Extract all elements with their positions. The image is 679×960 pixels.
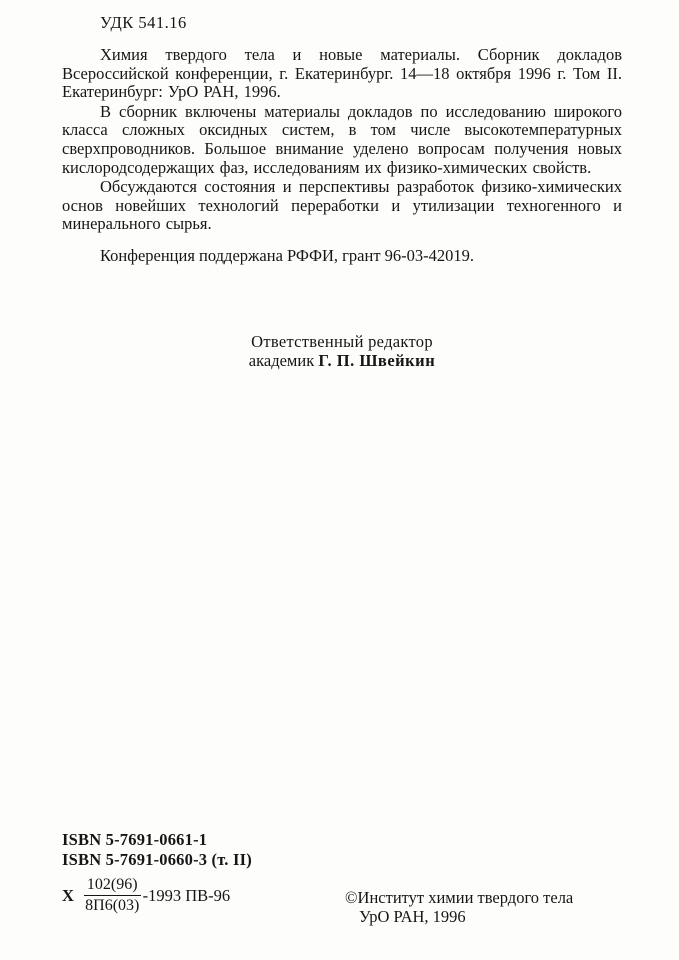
imprint-content [62, 13, 622, 370]
editor-person-name: Г. П. Швейкин [318, 350, 436, 370]
isbn-series-line: ISBN 5-7691-0660-3 (т. II) [62, 849, 252, 869]
editor-block [62, 332, 622, 370]
classification-code [62, 876, 230, 915]
editor-name [62, 351, 622, 370]
code-fraction-denominator: 8П6(03) [85, 897, 140, 914]
copyright-block [345, 888, 573, 926]
isbn-volume-line: ISBN 5-7691-0661-1 [62, 830, 208, 849]
grant-note: Конференция поддержана РФФИ, грант 96-03-42019. [100, 245, 475, 265]
imprint-footer [62, 830, 622, 960]
bibliographic-description: Химия твердого тела и новые материалы. Сборник докладов Всероссийской конференции, г. Екатеринбург. 14—18 октября 1996 г. Том II. Екатеринбург: УрО РАН, 1996. [62, 45, 622, 102]
isbn-block [62, 830, 252, 869]
code-fraction-numerator: 102(96) [84, 876, 141, 896]
copyright-year: УрО РАН, 1996 [359, 907, 466, 926]
abstract-paragraph-2: Обсуждаются состояния и перспективы разработок физико-химических основ новейших технологий переработки и утилизации техногенного и минерального сырья. [62, 177, 622, 234]
udk-code: УДК 541.16 [100, 13, 187, 32]
code-fraction [84, 876, 141, 915]
editor-label: Ответственный редактор [251, 331, 433, 351]
abstract-paragraph-1: В сборник включены материалы докладов по исследованию широкого класса сложных оксидных систем, в том числе высокотемпературных сверхпроводников. Большое внимание уделено вопросам получения новых кислородсодержащих фаз, исследованиям их физико-химических свойств. [62, 101, 622, 177]
copyright-institute: ©Институт химии твердого тела [345, 888, 574, 907]
editor-title: академик [248, 350, 315, 370]
code-suffix: -1993 ПВ-96 [142, 885, 231, 905]
code-prefix: Х [62, 885, 74, 905]
